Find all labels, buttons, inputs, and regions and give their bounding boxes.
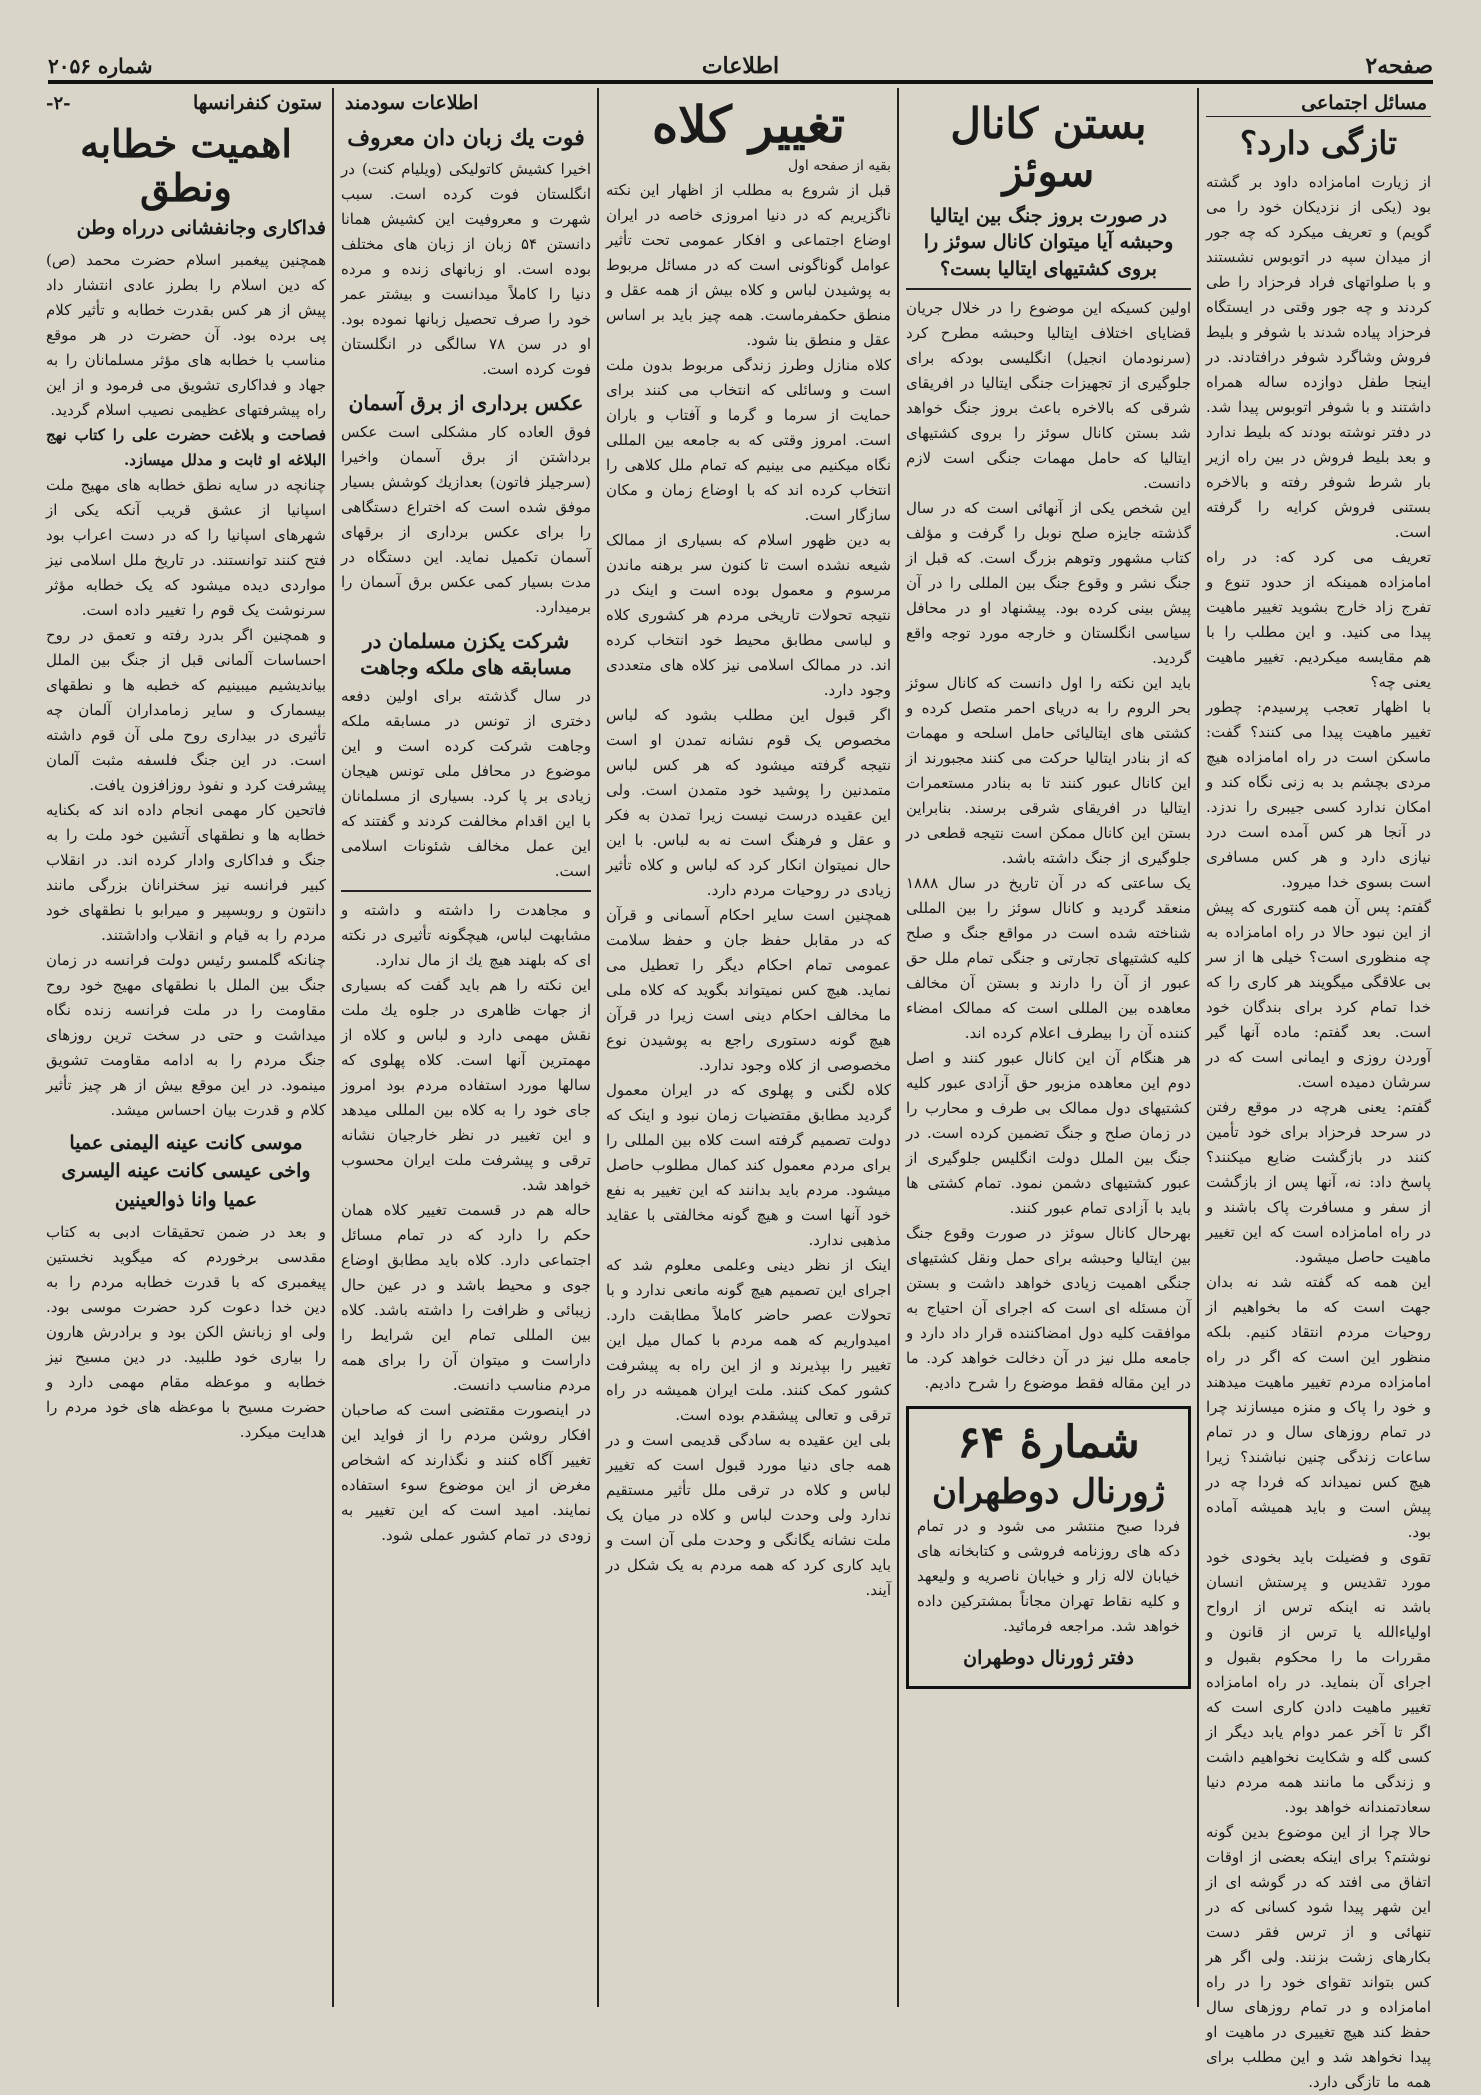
column-conferences (46, 90, 326, 2007)
divider (906, 288, 1191, 290)
news-title: فوت یك زبان دان معروف (347, 125, 585, 151)
article-paragraph: این همه که گفته شد نه بدان جهت است که ما بخواهیم از روحیات مردم انتقاد کنیم. بلکه منظور این است که اگر در راه امامزاده مردم تغییر ماهیت میدهند و خود را پاک و منزه میسازند چرا در تمام روزهای سال و در تمام ساعات زندگی چنین نباشند؟ زیرا هیچ کس نمیداند که فردا چه در پیش است و باید همیشه آماده بود. (1206, 1272, 1431, 1541)
column-suez-canal (906, 90, 1191, 2007)
article-quote: فصاحت و بلاغت حضرت علی را کتاب نهج البلاغه او ثابت و مدلل میسازد. (46, 425, 326, 469)
article-paragraph: این نکته را هم باید گفت که بسیاری از جهات ظاهری در جلوه یك ملت نقش مهمی دارد و لباس و کلاه از مهمترین آنها است. کلاه پهلوی که سالها مورد استفاده مردم بود امروز جای خود را به کلاه بین المللی میدهد و این تغییر در نظر خارجیان نشانه ترقی و پیشرفت ملت ایران محسوب خواهد شد. (341, 975, 591, 1194)
article-paragraph: حالا چرا از این موضوع بدین گونه نوشتم؟ برای اینکه بعضی از اوقات اتفاق می افتد که در گوشه ای از این شهر پیدا شود کسانی که در تنهائی و از ترس فقر دست بکارهای زشت بزنند. ولی اگر هر کس بتواند تقوای خود را در راه امامزاده و در تمام روزهای سال حفظ کند هیچ تغییری در ماهیت او پیدا نخواهد شد و این مطلب برای همه ما تازگی دارد. (1206, 1822, 1431, 2091)
article-paragraph: تقوی و فضیلت باید بخودی خود مورد تقدیس و پرستش انسان باشد نه اینکه ترس از ارواح اولیاءالله یا ترس از قانون و مقررات ما را محکوم بقبول و اجرای آن بنماید. در راه امامزاده تغییر ماهیت دادن کاری است که اگر تا آخر عمر دوام یابد دیگر از کسی گله و شکایت نخواهیم داشت و زندگی ما مانند همه مردم دنیا سعادتمندانه خواهد بود. (1206, 1547, 1431, 1816)
article-paragraph: و مجاهدت را داشته و داشته و مشابهت لباس، هیچگونه تأثیری در نکته ای که بلهند هیچ یك از مال ندارد. (341, 900, 591, 969)
section-label: اطلاعات سودمند (345, 92, 479, 114)
article-paragraph: از زیارت امامزاده داود بر گشته بود (یکی از نزدیکان خود را می گویم) و تعریف میکرد که چه جور از میدان سپه در اتوبوس نشستند و با صلواتهای فراد فرحزاد را طی کردند و چه جور وقتی در ایستگاه فرحزاد پیاده شدند با شوفر و بلیط فروش وشاگرد شوفر درافتادند. در اینجا طفل دوازده ساله همراه داشتند و با شوفر اتوبوس پیدا شد. در دفتر نوشته بودند که بلیط ندارد و بعد بلیط فروش در بین راه ازیر بار شرط شوفر رفته و بالاخره بستنی فروش کرایه را گرفته است. (1206, 172, 1431, 541)
page-header (48, 52, 1433, 84)
article-paragraph: کلاه منازل وطرز زندگی مربوط بدون ملت است و وسائلی که انتخاب می کنند برای حمایت از سرما و گرما و آفتاب و باران است. امروز وقتی که به جامعه بین المللی نگاه میکنیم می بینیم که تمام ملل کلاهی را انتخاب کرده اند که با اوضاع زمان و مکان سازگار است. (606, 355, 891, 524)
article-paragraph: هر هنگام آن این کانال عبور کنند و اصل دوم این معاهده مزبور حق آزادی عبور کلیه کشتیهای دول ممالک بی طرف و محارب را در زمان صلح و جنگ تضمین کرده است. در جنگ بین الملل دولت انگلیس جلوگیری از عبور کشتیهای دشمن نمود. تمام کشتی ها باید با آزادی تمام عبور کنند. (906, 1049, 1191, 1218)
announcement-subtitle: ژورنال دوطهران (931, 1472, 1166, 1513)
article-paragraph: همچنین پیغمبر اسلام حضرت محمد (ص) که دین اسلام را بطرز عادی انتشار داد پیش از هر کس بقدرت خطابه و تأثیر کلام پی برده بود. آن حضرت در هر موقع مناسب با خطابه های مؤثر مسلمانان را به جهاد و فداکاری تشویق می فرمود و از این راه پیشرفتهای عظیمی نصیب اسلام گردید. (46, 250, 326, 419)
article-paragraph: باید این نکته را اول دانست که کانال سوئز بحر الروم را به دریای احمر متصل کرده و کشتی های ایتالیائی حامل اسلحه و مهمات که از بنادر ایتالیا حرکت می کنند مجبورند از این کانال عبور کنند تا به بنادر مستعمرات ایتالیا در افریقای شرقی برسند. بنابراین بستن این کانال ممکن است نتیجه قطعی در جلوگیری از جنگ داشته باشد. (906, 674, 1191, 868)
article-subtitle: در صورت بروز جنگ بین ایتالیا وحبشه آیا میتوان کانال سوئز را بروی کشتیهای ایتالیا بست؟ (923, 204, 1174, 280)
article-paragraph: اگر قبول این مطلب بشود که لباس مخصوص یک قوم نشانه تمدن او است نتیجه گرفته میشود که هر کس لباس متمدنین را پوشید خود متمدن است. ولی این عقیده درست نیست زیرا تمدن به فکر و عقل و فرهنگ است نه به لباس. با این حال نمیتوان انکار کرد که لباس و کلاه تأثیر زیادی در روحیات مردم دارد. (606, 705, 891, 899)
column-divider (332, 88, 334, 2007)
article-paragraph: حاله هم در قسمت تغییر کلاه همان حکم را دارد که در تمام مسائل اجتماعی دارد. کلاه باید مطابق اوضاع جوی و محیط باشد و در عین حال زیبائی و ظرافت را داشته باشد. کلاه بین المللی تمام این شرایط را داراست و میتوان آن را برای همه مردم مناسب دانست. (341, 1200, 591, 1394)
arabic-quote: موسی کانت عینه الیمنی عمیا واخی عیسی کانت عینه الیسری عمیا وانا ذوالعینین (61, 1131, 311, 1211)
issue-label: شماره ۲۰۵۶ (48, 54, 153, 78)
article-paragraph: و بعد در ضمن تحقیقات ادبی به کتاب مقدسی برخوردم که میگوید نخستین پیغمبری که با قدرت خطابه مردم را به دین خدا دعوت کرد حضرت موسی بود. ولی او زبانش الکن بود و برادرش هارون را بیاری خود طلبید. در دین مسیح نیز خطابه و موعظه مقام مهمی دارد و حضرت مسیح با موعظه های خود مردم را هدایت میکرد. (46, 1223, 326, 1442)
article-paragraph: قبل از شروع به مطلب از اظهار این نکته ناگزیریم که در دنیا امروزی خاصه در ایران اوضاع اجتماعی و افکار عمومی تحت تأثیر عوامل گوناگونی است که در مسائل مربوط به پوشیدن لباس و کلاه بیش از همه عقل و منطق حکمفرماست. همه چیز باید بر اساس عقل و منطق بنا شود. (606, 180, 891, 349)
article-paragraph: گفتم: یعنی هرچه در موقع رفتن در سرحد فرحزاد برای خود تأمین کنند در بازگشت ضایع میکنند؟ پاسخ داد: نه، آنها پس از بازگشت از سفر و مسافرت پاک باشند و در راه امامزاده است که این تغییر ماهیت حاصل میشود. (1206, 1097, 1431, 1266)
article-paragraph: همچنین است سایر احکام آسمانی و قرآن که در مقابل حفظ جان و حفظ سلامت عمومی تمام احکام دیگر را تعطیل می نماید. هیچ کس نمیتواند بگوید که کلاه ملی ما مخالف احکام دینی است زیرا در قرآن هیچ گونه دستوری راجع به پوشیدن نوع مخصوصی از کلاه وجود ندارد. (606, 905, 891, 1074)
continuation-label: بقیه از صفحه اول (787, 157, 891, 174)
column-divider (597, 88, 599, 2007)
announcement-box (906, 1406, 1191, 1689)
article-paragraph: اولین کسیکه این موضوع را در خلال جریان قضایای اختلاف ایتالیا وحبشه مطرح کرد (سرنودمان انجیل) انگلیسی بودکه برای جلوگیری از تجهیزات جنگی ایتالیا در افریقای شرقی که بالاخره باعث بروز جنگ خواهد شد بستن کانال سوئز را بروی کشتیهای ایتالیا که حامل مهمات جنگی است لازم دانست. (906, 299, 1191, 493)
column-useful-info (341, 90, 591, 2007)
news-title: شرکت یکزن مسلمان در مسابقه های ملکه وجاهت (360, 628, 572, 679)
section-label: مسائل اجتماعی (1206, 90, 1431, 117)
article-paragraph: این شخص یکی از آنهائی است که در سال گذشته جایزه صلح نوبل را گرفت و مؤلف کتاب مشهور وتوهم بزرگ است. که قبل از جنگ نشر و وقوع جنگ بین المللی را در آن پیش بینی کرده بود. پیشنهاد او در محافل سیاسی انگلستان و خارجه مورد توجه واقع گردید. (906, 499, 1191, 668)
announcement-footer: دفتر ژورنال دوطهران (963, 1647, 1134, 1670)
column-header (46, 90, 326, 116)
article-paragraph: تعریف می کرد که: در راه امامزاده همینکه از حدود تنوع و تفرج زاد خارج بشوید تغییر ماهیت پیدا می کنید. و این مطلب را با هم مقایسه میکردیم. تغییر ماهیت یعنی چه؟ (1206, 547, 1431, 691)
article-paragraph: چنانکه گلمسو رئیس دولت فرانسه در زمان جنگ بین الملل با نطقهای مهیج خود روح مقاومت را در ملت فرانسه زنده نگاه میداشت و حتی در سخت ترین روزهای جنگ مردم را به ادامه مقاومت تشویق مینمود. در این موقع بیش از هر چیز تأثیر کلام و قدرت بیان احساس میشد. (46, 950, 326, 1119)
article-paragraph: یک ساعتی که در آن تاریخ در سال ۱۸۸۸ منعقد گردید و کانال سوئز را بین المللی شناخته شده است در مواقع جنگ و صلح کلیه کشتیهای تجارتی و جنگی تمام ملل حق عبور از آن را دارند و بستن آن مخالف معاهده بین المللی است که ممالک امضاء کننده آن را بیطرف اعلام کرده اند. (906, 874, 1191, 1043)
article-paragraph: به دین ظهور اسلام که بسیاری از ممالک شیعه نشده است تا کنون سر برهنه ماندن مرسوم و معمول بوده است و اینک در نتیجه تحولات تاریخی مردم هر کشوری کلاه و لباسی مطابق محیط خود انتخاب کرده اند. در ممالک اسلامی نیز کلاه های متعددی وجود دارد. (606, 530, 891, 699)
article-title: اهمیت خطابه ونطق (80, 121, 292, 210)
column-divider (1197, 88, 1199, 2007)
article-title: تغییر کلاه (651, 95, 846, 154)
article-subtitle: فداکاری وجانفشانی درراه وطن (76, 217, 326, 240)
news-paragraph: اخیرا کشیش کاتولیکی (ویلیام کنت) در انگلستان فوت کرده است. سبب شهرت و معروفیت این کشیش همانا دانستن ۵۴ زبان از زبان های مختلف بوده است. او زبانهای زنده و مرده دنیا را کاملاً میدانست و بیشتر عمر خود را صرف تحصیل زبانها نموده بود. او در سن ۷۸ سالگی در انگلستان فوت کرده است. (341, 159, 591, 378)
article-paragraph: اینک از نظر دینی وعلمی معلوم شد که اجرای این تصمیم هیچ گونه مانعی ندارد و با تحولات عصر حاضر کاملاً مطابقت دارد. امیدواریم که همه مردم با کمال میل این تغییر را بپذیرند و از این راه به پیشرفت کشور کمک کنند. ملت ایران همیشه در راه ترقی و تعالی پیشقدم بوده است. (606, 1255, 891, 1424)
article-paragraph: و همچنین اگر بدرد رفته و تعمق در روح احساسات آلمانی قبل از جنگ بین الملل بیاندیشیم میبینیم که خطبه ها و نطقهای بیسمارک و سایر زمامداران آلمان چه تأثیری در بیداری روح ملی آن قوم داشته است. در این جنگ فلسفه مثبت آلمان پیشرفت کرد و نفوذ روزافزون یافت. (46, 625, 326, 794)
article-paragraph: فاتحین کار مهمی انجام داده اند که بکنایه خطابه ها و نطقهای آتشین خود ملت را به جنگ و فداکاری وادار کرده اند. در انقلاب کبیر فرانسه نیز سخنرانان بزرگی مانند دانتون و روبسپیر و میرابو با نطقهای خود مردم را به قیام و انقلاب واداشتند. (46, 800, 326, 944)
article-title: بستن کانال سوئز (950, 99, 1147, 197)
news-paragraph: فوق العاده کار مشکلی است عکس برداشتن از برق آسمان واخیرا (سرجیلز فاتون) بعدازیك کوشش بسیار موفق شده است که اختراع دستگاهی را برای عکس برداری از برقهای آسمان تکمیل نماید. این دستگاه در مدت بسیار کمی عکس برق آسمان را برمیدارد. (341, 422, 591, 616)
article-paragraph: بلی این عقیده به سادگی قدیمی است و در همه جای دنیا مورد قبول است که تغییر لباس و کلاه در ترقی ملل تأثیر مستقیم ندارد ولی وحدت لباس و کلاه در میان یک ملت نشانه یگانگی و وحدت ملی آن است و باید کاری کرد که همه مردم به یک شکل در آیند. (606, 1430, 891, 1599)
article-paragraph: در اینصورت مقتضی است که صاحبان افکار روشن مردم را از فواید این تغییر آگاه کنند و نگذارند که اشخاص مغرض از این موضوع سوء استفاده نمایند. امید است که این تغییر به زودی در تمام کشور عملی شود. (341, 1400, 591, 1544)
article-paragraph: با اظهار تعجب پرسیدم: چطور تغییر ماهیت پیدا می کنند؟ گفت: ماسکن است در راه امامزاده هیچ مردی بچشم بد به زنی نگاه کند و امکان ندارد کسی جیبری را ندزد. در آنجا هر کس آمده است درد نیازی دارد و هر کس مسافری است بسوی خدا میرود. (1206, 697, 1431, 891)
column-hat-change (606, 90, 891, 2007)
news-paragraph: در سال گذشته برای اولین دفعه دختری از تونس در مسابقه ملکه وجاهت شرکت کرده است و این موضوع در محافل ملی تونس هیجان زیادی بر پا کرد. بسیاری از مسلمانان با این اقدام مخالفت کردند و گفتند که این عمل مخالف شئونات اسلامی است. (341, 686, 591, 880)
column-social-issues (1206, 90, 1431, 2091)
section-label: ستون کنفرانسها (193, 92, 322, 114)
page-number: -۲- (46, 92, 71, 114)
article-paragraph: چنانچه در سایه نطق خطابه های مهیج ملت اسپانیا از عشق قریب آنکه یکی از شهرهای اسپانیا را که در دست اعراب بود فتح کنند توانستند. در تاریخ ملل اسلامی نیز مواردی دیده میشود که یک خطابه مؤثر سرنوشت یک قوم را تغییر داده است. (46, 475, 326, 619)
article-paragraph: کلاه لگنی و پهلوی که در ایران معمول گردید مطابق مقتضیات زمان نبود و اینک که دولت تصمیم گرفته است کلاه بین المللی را برای مردم معمول کند کمال مطلوب حاصل میشود. مردم باید بدانند که این تغییر به نفع خود آنها است و هیچ گونه مخالفتی با عقاید مذهبی ندارد. (606, 1080, 891, 1249)
divider (341, 890, 591, 892)
article-paragraph: بهرحال کانال سوئز در صورت وقوع جنگ بین ایتالیا وحبشه برای حمل ونقل کشتیهای جنگی اهمیت زیادی خواهد داشت و بستن آن مسئله ای است که اجرای آن احتیاج به موافقت کلیه دول امضاکننده قرار داد دارد و جامعه ملل نیز در آن دخالت خواهد کرد. ما در این مقاله فقط موضوع را شرح دادیم. (906, 1224, 1191, 1393)
announcement-title: شمارهٔ ۶۴ (957, 1417, 1140, 1469)
masthead: اطلاعات (701, 53, 780, 79)
column-divider (897, 88, 899, 2007)
page-label: صفحه۲ (1365, 53, 1433, 79)
article-paragraph: گفتم: پس آن همه کنتوری که پیش از این نبود حالا در راه امامزاده به چه منظوری است؟ خیلی ها از سر بی علاقگی میگویند هر کاری را که خدا تمام کرد برای بندگان خود است. بعد گفتم: ماده آنها گیر آوردن روزی و ایمانی است که در سرشان دمیده است. (1206, 897, 1431, 1091)
announcement-body: فردا صبح منتشر می شود و در تمام دکه های روزنامه فروشی و کتابخانه های خیابان لاله زار و خیابان ناصریه و ولیعهد و کلیه نقاط تهران مجاناً بمشترکین داده خواهد شد. مراجعه فرمائید. (917, 1517, 1180, 1636)
news-title: عکس برداری از برق آسمان (348, 390, 584, 415)
article-title: تازگی دارد؟ (1240, 124, 1397, 162)
